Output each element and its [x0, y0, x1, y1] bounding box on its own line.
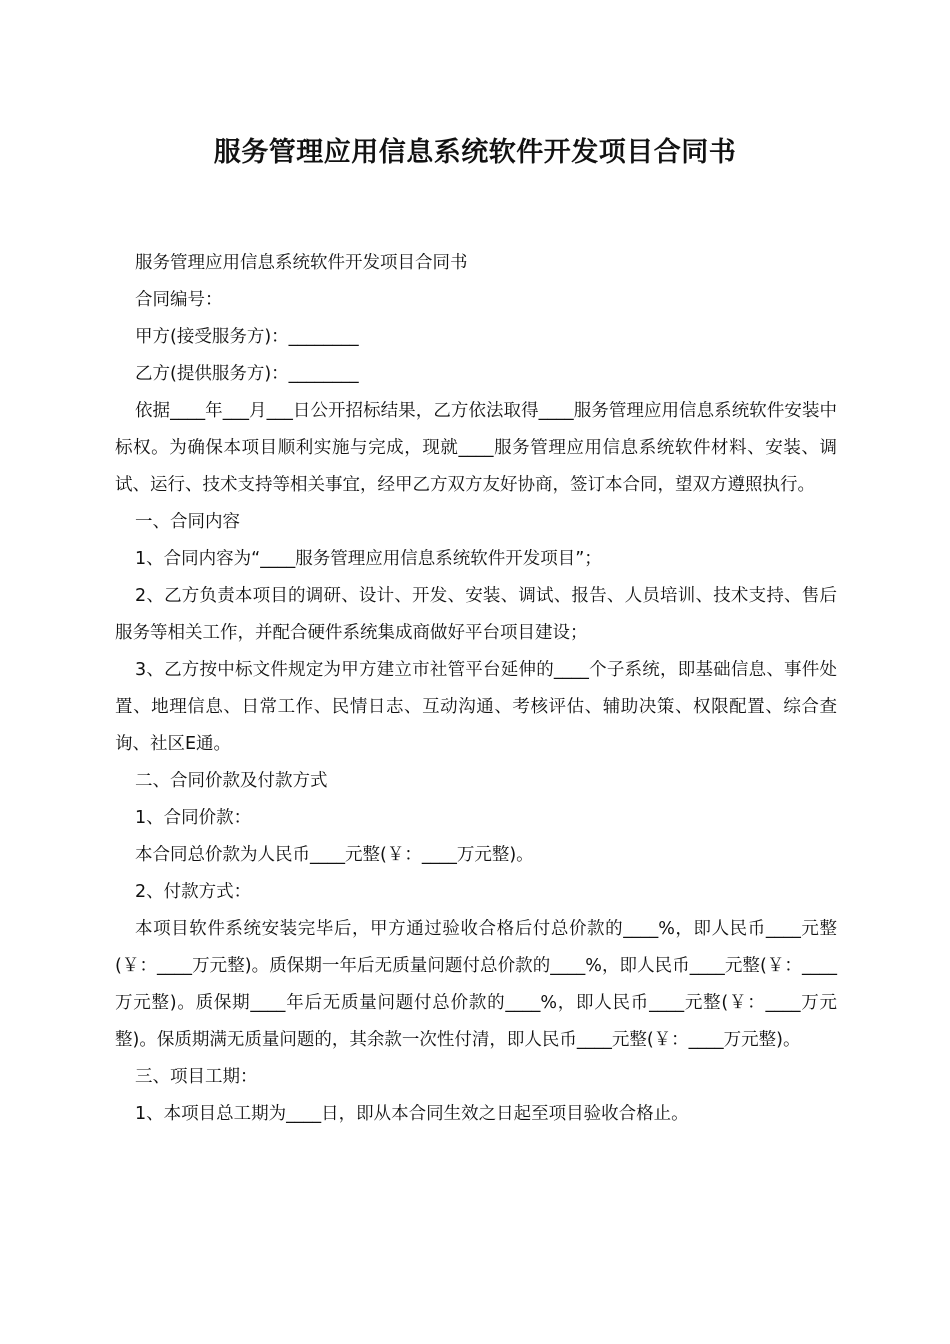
paragraph-total-price: 本合同总价款为人民币____元整(￥：____万元整)。	[135, 845, 534, 865]
document-title: 服务管理应用信息系统软件开发项目合同书	[213, 137, 737, 168]
paragraph-subtitle: 服务管理应用信息系统软件开发项目合同书	[135, 253, 468, 273]
section-heading-schedule: 三、项目工期：	[135, 1067, 258, 1087]
document-body	[115, 245, 837, 1133]
paragraph-clause-1-2: 2、乙方负责本项目的调研、设计、开发、安装、调试、报告、人员培训、技术支持、售后服务等相关工作，并配合硬件系统集成商做好平台项目建设；	[115, 586, 837, 643]
paragraph-party-a: 甲方(接受服务方)：________	[135, 327, 359, 347]
section-heading-contract-content: 一、合同内容	[135, 512, 240, 532]
paragraph-preamble: 依据____年___月___日公开招标结果，乙方依法取得____服务管理应用信息系统软件安装中标权。为确保本项目顺利实施与完成，现就____服务管理应用信息系统软件材料、安装、调试、运行、技术支持等相关事宜，经甲乙方双方友好协商，签订本合同，望双方遵照执行。	[115, 401, 837, 495]
paragraph-clause-2-1: 1、合同价款：	[135, 808, 252, 828]
paragraph-clause-1-1: 1、合同内容为“____服务管理应用信息系统软件开发项目”；	[135, 549, 602, 569]
paragraph-payment-terms: 本项目软件系统安装完毕后，甲方通过验收合格后付总价款的____%，即人民币____元整(￥：____万元整)。质保期一年后无质量问题付总价款的____%，即人民币____元整(￥：____万元整)。质保期____年后无质量问题付总价款的____%，即人民币____元整(￥：____万元整)。保质期满无质量问题的，其余款一次性付清，即人民币____元整(￥：____万元整)。	[115, 919, 837, 1050]
paragraph-clause-3-1: 1、本项目总工期为____日，即从本合同生效之日起至项目验收合格止。	[135, 1104, 689, 1124]
paragraph-clause-2-2: 2、付款方式：	[135, 882, 252, 902]
paragraph-party-b: 乙方(提供服务方)：________	[135, 364, 359, 384]
paragraph-clause-1-3: 3、乙方按中标文件规定为甲方建立市社管平台延伸的____个子系统，即基础信息、事件处置、地理信息、日常工作、民情日志、互动沟通、考核评估、辅助决策、权限配置、综合查询、社区E通。	[115, 660, 837, 754]
section-heading-price-payment: 二、合同价款及付款方式	[135, 771, 328, 791]
paragraph-contract-number: 合同编号：	[135, 290, 223, 310]
